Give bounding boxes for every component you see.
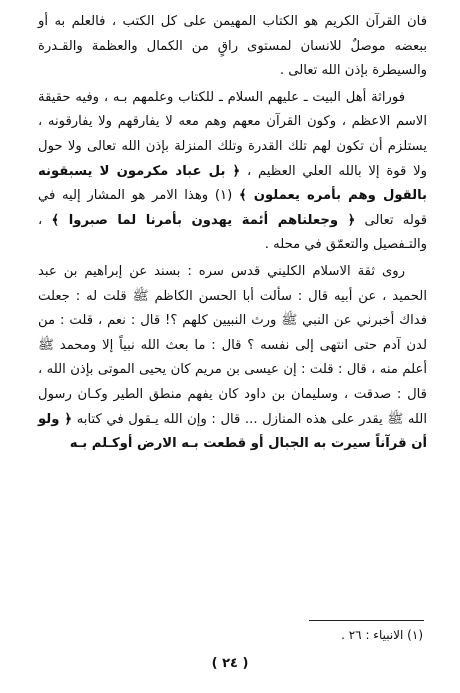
- quran-verse-1: ﴿ بل عباد مكرمون لا يسبقونه بالقول وهم بأمره يعملون ﴾: [38, 163, 428, 204]
- paragraph-1-text: فان القرآن الكريم هو الكتاب المهيمن على كل الكتب ، فالعلم به أو ببعضه موصلٌ للانسان لمستوى راقٍ من الكمال والعظمة والقـدرة والسيطرة بإذن الله تعالى .: [38, 14, 427, 79]
- footnote: (١) الانبياء : ٢٦ .: [341, 628, 423, 642]
- paragraph-1: [38, 10, 427, 84]
- paragraph-3-text: روى ثقة الاسلام الكليني قدس سره : بسند عن إبراهيم بن عبد الحميد ، عن أبيه قال : سألت أبا الحسن الكاظم ﷺ قلت له : جعلت فداك أخبرني عن النبي ﷺ ورث النبيين كلهم ؟! قال : نعم ، قلت : من لدن آدم حتى انتهى إلى نفسه ؟ قال : ما بعث الله نبياً إلا ومحمد ﷺ أعلم منه ، قال : قلت : إن عيسى بن مريم كان يحيى الموتى بإذن الله ، قال : صدقت ، وسليمان بن داود كان يفهم منطق الطير وكـان رسول الله ﷺ يقدر على هذه المنازل ... قال : وإن الله يـقول في كتابه: [38, 263, 427, 427]
- quran-verse-2: ﴿ وجعلناهم أئمة يهدون بأمرنا لما صبروا ﴾: [51, 212, 356, 228]
- paragraph-2-text-b: (١) وهذا الامر هو المشار إليه في قوله تعالى: [38, 188, 427, 228]
- paragraph-2-text-c: ، والتـفصيل والتعمّق في محله .: [38, 212, 427, 253]
- paragraph-2: [38, 86, 427, 258]
- page-number: ( ٢٤ ): [211, 656, 249, 671]
- quran-verse-3: ﴿ ولو أن قرآناً سيرت به الجبال أو قطعت بـه الارض أوكـلم بـه: [38, 411, 427, 452]
- body-text: [38, 10, 427, 457]
- paragraph-3: [38, 260, 427, 457]
- footnote-divider: [309, 620, 424, 621]
- paragraph-2-text-a: فوراثة أهل البيت ـ عليهم السلام ـ للكتاب وعلمهم بـه ، وفيه حقيقة الاسم الاعظم ، وكون القرآن معهم وهم معه لا يفارقهم ولا يفارقونه ، يستلزم أن تكون لهم تلك القدرة وتلك المنزلة بإذن الله تعالى ولا حول ولا قوة إلا بالله العلي العظيم ،: [38, 89, 427, 179]
